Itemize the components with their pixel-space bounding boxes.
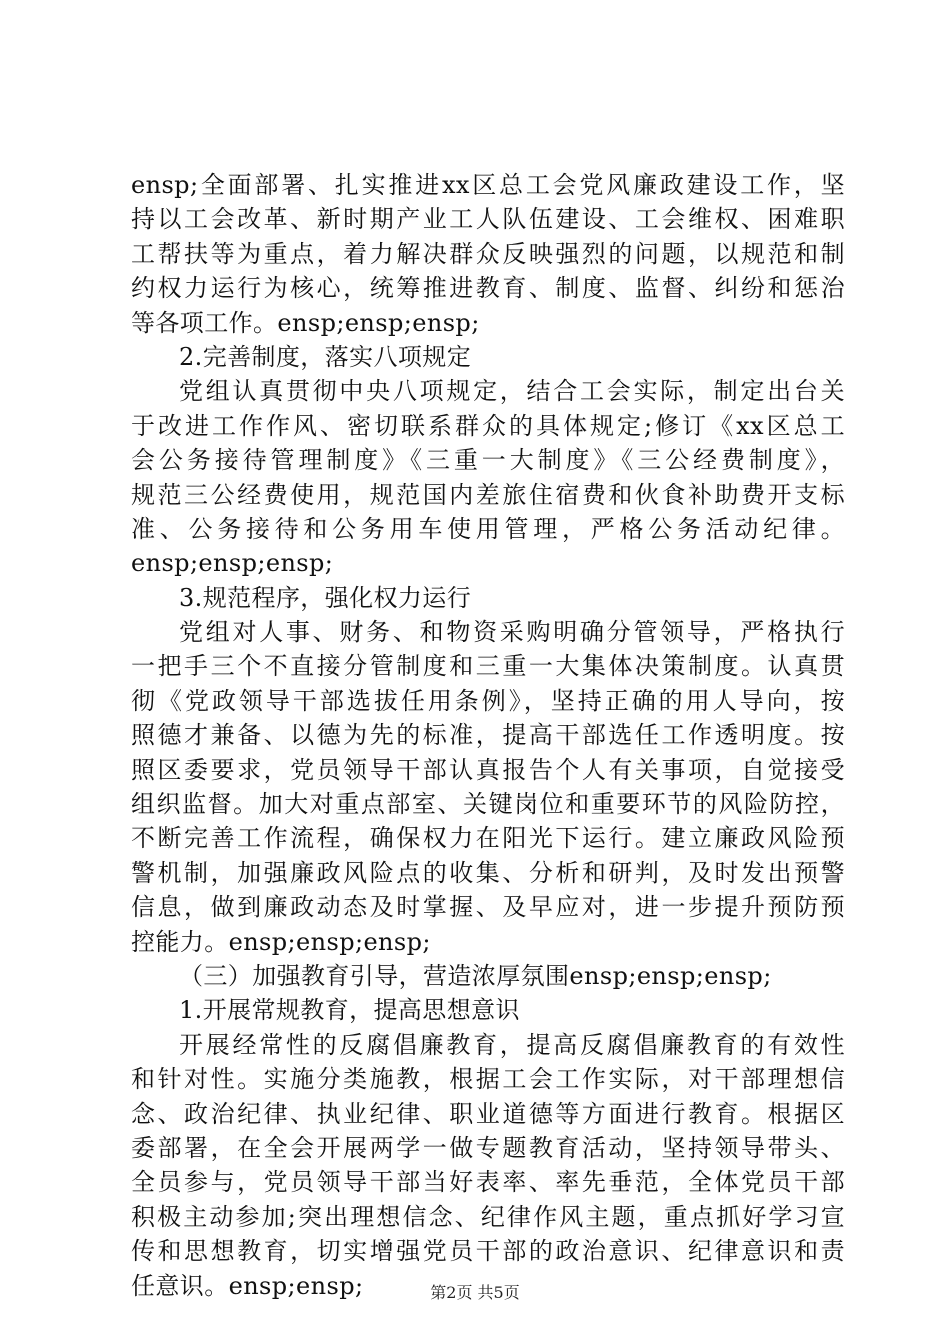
text-line: 党组认真贯彻中央八项规定，结合工会实际，制定出台关 [179, 377, 845, 406]
document-body [131, 168, 845, 1303]
text-line: 委部署，在全会开展两学一做专题教育活动，坚持领导带头、 [131, 1133, 845, 1162]
section-heading: 3.规范程序，强化权力运行 [179, 583, 472, 612]
page-footer: 第2页 共5页 [430, 1283, 520, 1302]
text-line: 会公务接待管理制度》《三重一大制度》《三公经费制度》， [131, 446, 845, 475]
text-line: 约权力运行为核心，统筹推进教育、制度、监督、纠纷和惩治 [131, 274, 845, 303]
section-heading: 1.开展常规教育，提高思想意识 [179, 996, 520, 1025]
text-line: 开展经常性的反腐倡廉教育，提高反腐倡廉教育的有效性 [179, 1030, 845, 1059]
text-line: 照区委要求，党员领导干部认真报告个人有关事项，自觉接受 [131, 755, 845, 784]
text-line: ensp;全面部署、扎实推进xx区总工会党风廉政建设工作，坚 [131, 171, 845, 199]
text-line: 组织监督。加大对重点部室、关键岗位和重要环节的风险防控， [131, 790, 845, 819]
text-line: 照德才兼备、以德为先的标准，提高干部选任工作透明度。按 [131, 721, 845, 750]
text-line: ensp;ensp;ensp; [131, 549, 334, 578]
text-line: 不断完善工作流程，确保权力在阳光下运行。建立廉政风险预 [131, 824, 845, 853]
text-line: 和针对性。实施分类施教，根据工会工作实际，对干部理想信 [131, 1065, 845, 1094]
text-line: 警机制，加强廉政风险点的收集、分析和研判，及时发出预警 [131, 858, 845, 887]
section-heading: （三）加强教育引导，营造浓厚氛围ensp;ensp;ensp; [179, 961, 772, 990]
text-line: 传和思想教育，切实增强党员干部的政治意识、纪律意识和责 [131, 1237, 845, 1266]
text-line: 积极主动参加;突出理想信念、纪律作风主题，重点抓好学习宣 [131, 1202, 845, 1231]
text-line: 准、公务接待和公务用车使用管理，严格公务活动纪律。 [131, 514, 845, 543]
text-line: 于改进工作作风、密切联系群众的具体规定;修订《xx区总工 [131, 411, 845, 440]
text-line: 全员参与，党员领导干部当好表率、率先垂范，全体党员干部 [131, 1168, 845, 1197]
text-line: 控能力。ensp;ensp;ensp; [131, 927, 431, 956]
text-line: 工帮扶等为重点，着力解决群众反映强烈的问题，以规范和制 [131, 239, 845, 268]
text-line: 规范三公经费使用，规范国内差旅住宿费和伙食补助费开支标 [131, 480, 845, 509]
text-line: 念、政治纪律、执业纪律、职业道德等方面进行教育。根据区 [131, 1099, 845, 1128]
text-line: 信息，做到廉政动态及时掌握、及早应对，进一步提升预防预 [131, 893, 845, 922]
text-line: 任意识。ensp;ensp; [131, 1271, 364, 1300]
text-line: 等各项工作。ensp;ensp;ensp; [131, 308, 480, 337]
text-line: 彻《党政领导干部选拔任用条例》，坚持正确的用人导向，按 [131, 686, 845, 715]
text-line: 党组对人事、财务、和物资采购明确分管领导，严格执行 [179, 618, 845, 647]
text-line: 持以工会改革、新时期产业工人队伍建设、工会维权、困难职 [131, 205, 845, 234]
text-line: 一把手三个不直接分管制度和三重一大集体决策制度。认真贯 [131, 652, 845, 681]
section-heading: 2.完善制度，落实八项规定 [179, 342, 472, 371]
